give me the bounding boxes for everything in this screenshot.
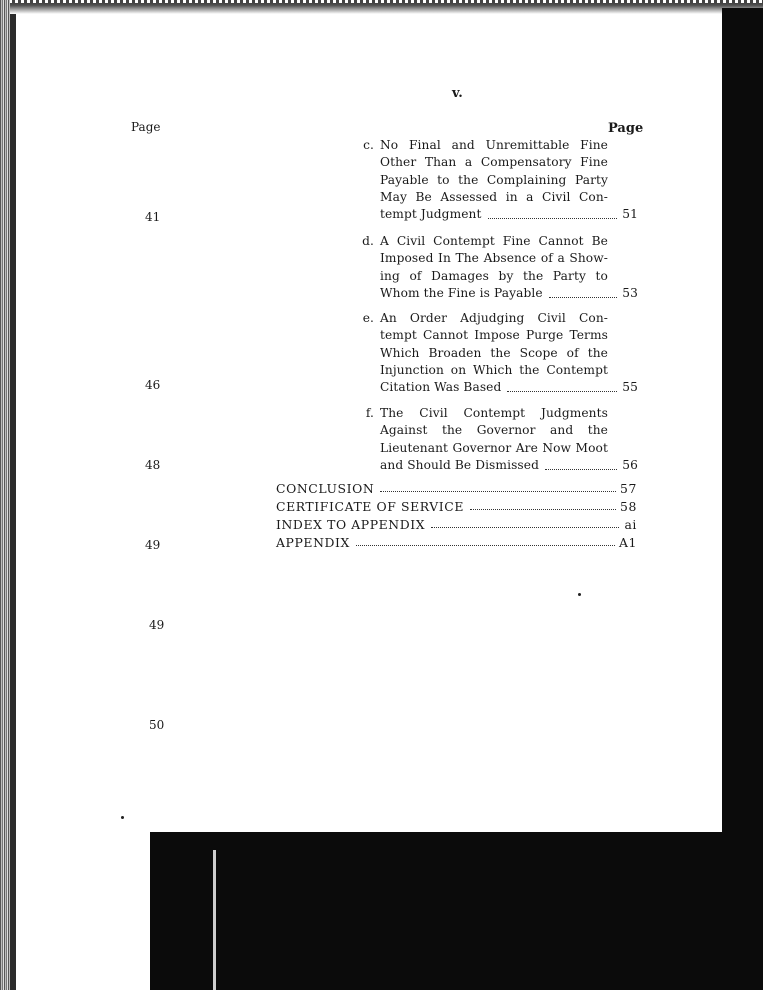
- toc-entry-leader-line: [380, 206, 638, 223]
- toc-entry-line: Which Broaden the Scope of the: [380, 345, 608, 360]
- margin-page-number: 49: [149, 618, 165, 632]
- toc-entry-text: [380, 405, 638, 474]
- scan-line-bottom: [213, 850, 216, 990]
- margin-page-number: 46: [145, 378, 161, 392]
- toc-entry-line: Other Than a Compensatory Fine: [380, 155, 608, 170]
- toc-entry-line: Injunction on Which the Contempt: [380, 362, 608, 377]
- page-number-roman: v.: [452, 86, 463, 101]
- dot-leader: [380, 491, 616, 492]
- toc-row-label: CERTIFICATE OF SERVICE: [276, 499, 464, 514]
- toc-row-appendix: [276, 535, 637, 550]
- toc-entry-line: No Final and Unremittable Fine: [380, 138, 608, 152]
- toc-row-certificate: [276, 499, 637, 514]
- page-column-heading: Page: [608, 121, 644, 136]
- toc-entry-line: An Order Adjudging Civil Con-: [380, 311, 608, 325]
- toc-entry-text: [380, 233, 638, 302]
- toc-entry-line: ing of Damages by the Party to: [380, 268, 608, 283]
- toc-entry-line: Whom the Fine is Payable: [380, 285, 543, 300]
- toc-entry-leader-line: [380, 285, 638, 302]
- toc-row-conclusion: [276, 481, 637, 496]
- dot-leader: [507, 391, 617, 392]
- toc-row-label: CONCLUSION: [276, 481, 375, 496]
- toc-entry-page: 53: [622, 285, 638, 300]
- toc-entry-letter: f.: [365, 406, 374, 420]
- toc-entry-line: Citation Was Based: [380, 380, 502, 395]
- toc-entry-leader-line: [380, 457, 638, 474]
- dot-leader: [431, 527, 619, 528]
- dot-leader: [470, 509, 616, 510]
- toc-row-page: 57: [620, 481, 637, 496]
- scan-edge-left: [0, 0, 10, 990]
- toc-entry-letter: d.: [362, 234, 374, 248]
- toc-entry-leader-line: [380, 379, 638, 396]
- scan-black-bottom: [150, 832, 763, 990]
- scan-shadow-left: [10, 14, 16, 990]
- scan-edge-dashes: [0, 0, 763, 3]
- dot-leader: [549, 297, 618, 298]
- dot-leader: [356, 545, 615, 546]
- toc-entry-page: 56: [622, 457, 638, 472]
- toc-entry-text: [380, 137, 638, 223]
- speck-mark: [121, 816, 124, 819]
- toc-entry-line: May Be Assessed in a Civil Con-: [380, 189, 608, 204]
- toc-entry-line: Lieutenant Governor Are Now Moot: [380, 440, 608, 455]
- speck-mark: [578, 593, 581, 596]
- toc-row-index-appendix: [276, 517, 637, 532]
- toc-entry-line: Payable to the Complaining Party: [380, 172, 608, 187]
- toc-entry-line: tempt Cannot Impose Purge Terms: [380, 328, 608, 343]
- toc-row-page: 58: [620, 499, 637, 514]
- toc-entry-line: and Should Be Dismissed: [380, 457, 539, 472]
- toc-entry-letter: e.: [362, 311, 374, 325]
- toc-entry-page: 51: [622, 207, 638, 222]
- margin-page-number: 41: [145, 210, 161, 224]
- toc-entry-line: tempt Judgment: [380, 207, 482, 222]
- dot-leader: [488, 218, 618, 219]
- margin-page-number: 49: [145, 538, 161, 552]
- toc-row-page: A1: [618, 535, 637, 550]
- toc-entry-line: The Civil Contempt Judgments: [380, 406, 608, 420]
- margin-page-fragment: Page: [131, 120, 161, 134]
- toc-row-page: ai: [624, 517, 637, 532]
- toc-entry-text: [380, 310, 638, 396]
- toc-entry-line: Imposed In The Absence of a Show-: [380, 251, 608, 266]
- toc-entry-page: 55: [622, 380, 638, 395]
- toc-entry-line: A Civil Contempt Fine Cannot Be: [380, 234, 608, 248]
- dot-leader: [545, 469, 617, 470]
- toc-entry-letter: c.: [363, 138, 374, 152]
- toc-entry-line: Against the Governor and the: [380, 423, 608, 438]
- toc-row-label: INDEX TO APPENDIX: [276, 517, 426, 532]
- margin-page-number: 50: [149, 718, 165, 732]
- margin-page-number: 48: [145, 458, 161, 472]
- toc-row-label: APPENDIX: [276, 535, 350, 550]
